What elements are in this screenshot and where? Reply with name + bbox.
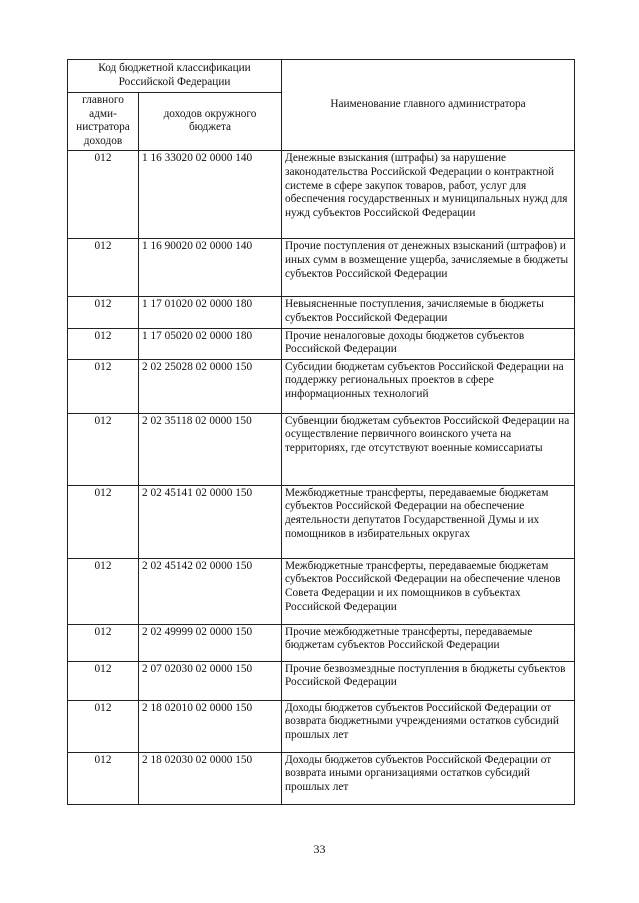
table-header-row bbox=[68, 60, 575, 93]
admin-name-cell: Доходы бюджетов субъектов Российской Федерации от возврата бюджетными учреждениями остатков субсидий прошлых лет bbox=[282, 700, 575, 752]
header-admin-name-cell: Наименование главного администратора bbox=[282, 60, 575, 151]
admin-name-cell: Прочие межбюджетные трансферты, передаваемые бюджетам субъектов Российской Федерации bbox=[282, 624, 575, 661]
table-row bbox=[68, 413, 575, 485]
table-row bbox=[68, 328, 575, 359]
admin-name-cell: Доходы бюджетов субъектов Российской Федерации от возврата иными организациями остатков субсидий прошлых лет bbox=[282, 752, 575, 804]
admin-name-cell: Денежные взыскания (штрафы) за нарушение законодательства Российской Федерации о контрактной системе в сфере закупок товаров, работ, услуг для обеспечения государственных и муниципальных нужд для нужд субъектов Российской Федерации bbox=[282, 151, 575, 239]
table-row bbox=[68, 359, 575, 413]
budget-code-cell: 1 16 90020 02 0000 140 bbox=[139, 239, 282, 297]
header-income-code-cell: доходов окружного бюджета bbox=[139, 93, 282, 151]
admin-name-cell: Межбюджетные трансферты, передаваемые бюджетам субъектов Российской Федерации на обеспечение деятельности депутатов Государственной Думы и их помощников в избирательных округах bbox=[282, 485, 575, 558]
admin-name-cell: Невыясненные поступления, зачисляемые в бюджеты субъектов Российской Федерации bbox=[282, 297, 575, 328]
admin-name-cell: Прочие поступления от денежных взысканий (штрафов) и иных сумм в возмещение ущерба, зачисляемые в бюджеты субъектов Российской Федерации bbox=[282, 239, 575, 297]
budget-code-cell: 2 07 02030 02 0000 150 bbox=[139, 661, 282, 700]
table-row bbox=[68, 752, 575, 804]
header-group-cell: Код бюджетной классификации Российской Федерации bbox=[68, 60, 282, 93]
table-row bbox=[68, 661, 575, 700]
table-row bbox=[68, 700, 575, 752]
admin-name-cell: Прочие безвозмездные поступления в бюджеты субъектов Российской Федерации bbox=[282, 661, 575, 700]
admin-code-cell: 012 bbox=[68, 239, 139, 297]
admin-code-cell: 012 bbox=[68, 624, 139, 661]
page-number: 33 bbox=[313, 842, 326, 856]
admin-name-cell: Субсидии бюджетам субъектов Российской Федерации на поддержку региональных проектов в сфере информационных технологий bbox=[282, 359, 575, 413]
table-row bbox=[68, 239, 575, 297]
table-row bbox=[68, 297, 575, 328]
budget-code-cell: 1 17 01020 02 0000 180 bbox=[139, 297, 282, 328]
admin-name-cell: Субвенции бюджетам субъектов Российской Федерации на осуществление первичного воинского учета на территориях, где отсутствуют военные комиссариаты bbox=[282, 413, 575, 485]
budget-code-cell: 2 02 49999 02 0000 150 bbox=[139, 624, 282, 661]
budget-code-cell: 1 17 05020 02 0000 180 bbox=[139, 328, 282, 359]
budget-classification-table bbox=[67, 59, 575, 805]
admin-code-cell: 012 bbox=[68, 700, 139, 752]
budget-code-cell: 2 18 02010 02 0000 150 bbox=[139, 700, 282, 752]
admin-name-cell: Межбюджетные трансферты, передаваемые бюджетам субъектов Российской Федерации на обеспечение членов Совета Федерации и их помощников в субъектах Российской Федерации bbox=[282, 558, 575, 624]
budget-code-cell: 2 02 35118 02 0000 150 bbox=[139, 413, 282, 485]
budget-code-cell: 2 02 45142 02 0000 150 bbox=[139, 558, 282, 624]
budget-code-cell: 1 16 33020 02 0000 140 bbox=[139, 151, 282, 239]
table-row bbox=[68, 558, 575, 624]
admin-code-cell: 012 bbox=[68, 297, 139, 328]
admin-code-cell: 012 bbox=[68, 752, 139, 804]
admin-code-cell: 012 bbox=[68, 359, 139, 413]
table-row bbox=[68, 624, 575, 661]
table-row bbox=[68, 151, 575, 239]
table-row bbox=[68, 485, 575, 558]
admin-code-cell: 012 bbox=[68, 151, 139, 239]
admin-code-cell: 012 bbox=[68, 413, 139, 485]
admin-name-cell: Прочие неналоговые доходы бюджетов субъектов Российской Федерации bbox=[282, 328, 575, 359]
header-admin-code-cell: главного адми- нистратора доходов bbox=[68, 93, 139, 151]
budget-code-cell: 2 18 02030 02 0000 150 bbox=[139, 752, 282, 804]
budget-code-cell: 2 02 25028 02 0000 150 bbox=[139, 359, 282, 413]
admin-code-cell: 012 bbox=[68, 485, 139, 558]
budget-code-cell: 2 02 45141 02 0000 150 bbox=[139, 485, 282, 558]
admin-code-cell: 012 bbox=[68, 328, 139, 359]
admin-code-cell: 012 bbox=[68, 661, 139, 700]
admin-code-cell: 012 bbox=[68, 558, 139, 624]
